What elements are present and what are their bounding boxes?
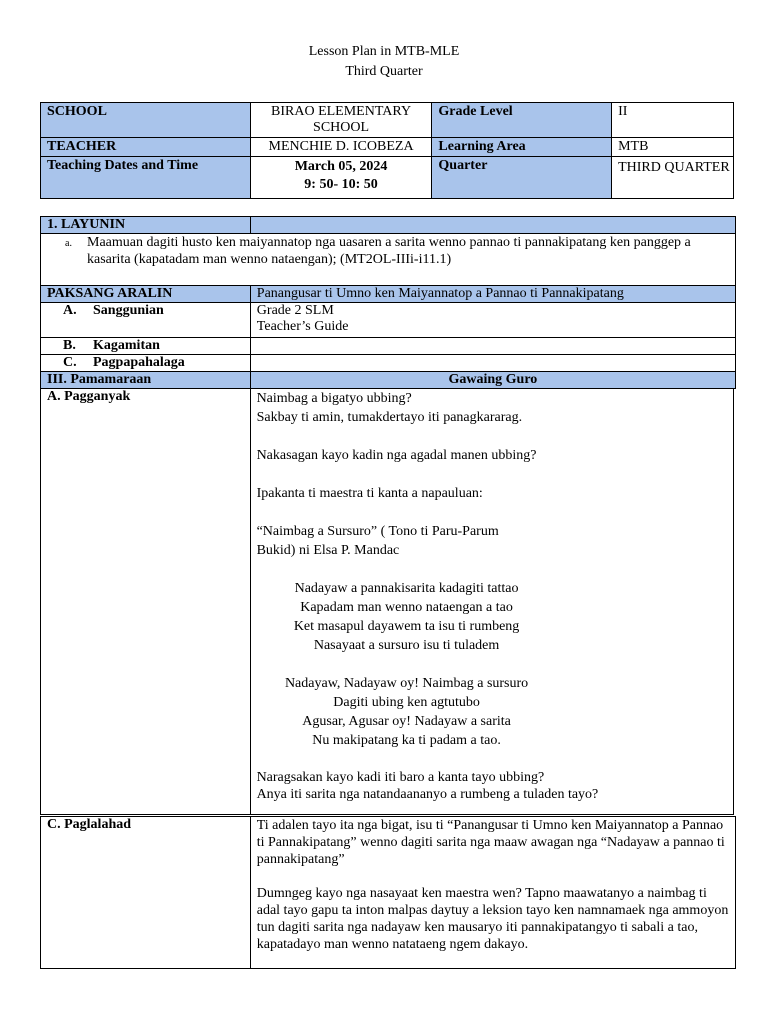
quarter-value: THIRD QUARTER: [612, 157, 734, 199]
school-label: SCHOOL: [41, 103, 251, 138]
sanggunian-line2: Teacher’s Guide: [256, 319, 349, 334]
sanggunian-line1: Grade 2 SLM: [256, 303, 334, 318]
info-table: [40, 102, 734, 199]
paglalahad-content: [250, 817, 735, 969]
kagamitan-label: B. Kagamitan: [41, 338, 251, 355]
paglalahad-label: C. Paglalahad: [41, 817, 251, 969]
pagganyak-content: [250, 389, 733, 815]
quarter-label: Quarter: [432, 157, 612, 199]
layunin-heading-blank: [250, 217, 735, 234]
gawaing-guro-label: Gawaing Guro: [250, 372, 735, 389]
pagpapahalaga-label: C. Pagpapahalaga: [41, 355, 251, 372]
teacher-value: MENCHIE D. ICOBEZA: [250, 138, 432, 157]
song-title-line: “Naimbag a Sursuro” ( Tono ti Paru-Parum: [256, 524, 499, 539]
layunin-heading: 1. LAYUNIN: [41, 217, 251, 234]
prayer-line: Sakbay ti amin, tumakdertayo iti panagkararag.: [256, 410, 523, 425]
grade-value: II: [612, 103, 734, 138]
school-value: BIRAO ELEMENTARY SCHOOL: [250, 103, 432, 138]
verse-line-4: Nasayaat a sursuro isu ti tuladem: [313, 638, 500, 653]
verse-line-3: Ket masapul dayawem ta isu ti rumbeng: [293, 619, 520, 634]
paksang-label: PAKSANG ARALIN: [41, 286, 251, 303]
lesson-table: [40, 216, 736, 389]
verse-line-1: Nadayaw a pannakisarita kadagiti tattao: [294, 581, 519, 596]
song-intro-line: Ipakanta ti maestra ti kanta a napauluan:: [256, 486, 483, 501]
chorus-line-1: Nadayaw, Nadayaw oy! Naimbag a sursuro: [284, 676, 529, 691]
song-author-line: Bukid) ni Elsa P. Mandac: [256, 543, 400, 558]
sanggunian-label: A. Sanggunian: [41, 303, 251, 338]
paglalahad-paragraph-2: Dumngeg kayo nga nasayaat ken maestra wen? Tapno maawatanyo a naimbag ti adal tayo gapu ta inton malpas daytuy a leksion tayo ken namnamaek nga ammoyon tun dagiti sarita nga nadayaw ken mausaryo iti pannakipatangyo ti sabali a tao, kapatadayo man wenno natataeng ngem dakayo.: [256, 886, 729, 952]
date-value: March 05, 2024: [294, 159, 388, 174]
ready-line: Nakasagan kayo kadin nga agadal manen ubbing?: [256, 448, 537, 463]
dates-label: Teaching Dates and Time: [41, 157, 251, 199]
sanggunian-value: [250, 303, 735, 338]
area-label: Learning Area: [432, 138, 612, 157]
greeting-line: Naimbag a bigatyo ubbing?: [256, 391, 412, 406]
teacher-label: TEACHER: [41, 138, 251, 157]
paksang-value: Panangusar ti Umno ken Maiyannatop a Pannao ti Pannakipatang: [250, 286, 735, 303]
question-line-2: Anya iti sarita nga natandaananyo a rumbeng a tuladen tayo?: [256, 787, 599, 802]
kagamitan-value: [250, 338, 735, 355]
pamamaraan-label: III. Pamamaraan: [41, 372, 251, 389]
paglalahad-paragraph-1: Ti adalen tayo ita nga bigat, isu ti “Panangusar ti Umno ken Maiyannatop a Pannao ti Pannakipatang” wenno dagiti sarita nga maaw awagan nga “Nadayaw a pannao ti pannakipatang”: [256, 818, 725, 867]
pagganyak-label: A. Pagganyak: [41, 389, 251, 815]
grade-label: Grade Level: [432, 103, 612, 138]
layunin-objective: [41, 234, 736, 286]
area-value: MTB: [612, 138, 734, 157]
chorus-line-3: Agusar, Agusar oy! Nadayaw a sarita: [302, 714, 511, 729]
document-title: Lesson Plan in MTB-MLE: [308, 44, 460, 59]
verse-line-2: Kapadam man wenno nataengan a tao: [300, 600, 513, 615]
chorus-line-4: Nu makipatang ka ti padam a tao.: [312, 733, 501, 748]
document-subtitle: Third Quarter: [345, 64, 423, 79]
dates-cell: [250, 157, 432, 199]
chorus-line-2: Dagiti ubing ken agtutubo: [333, 695, 480, 710]
question-line-1: Naragsakan kayo kadi iti baro a kanta tayo ubbing?: [256, 770, 545, 785]
pagganyak-table: [40, 388, 734, 815]
objective-text: Maamuan dagiti husto ken maiyannatop nga uasaren a sarita wenno pannao ti pannakipatang ken panggep a kasarita (kapatadam man wenno nataengan); (MT2OL-IIIi-i11.1): [87, 235, 691, 267]
objective-marker: a.: [65, 238, 72, 249]
time-value: 9: 50- 10: 50: [304, 177, 378, 192]
pagpapahalaga-value: [250, 355, 735, 372]
paglalahad-table: [40, 816, 736, 969]
